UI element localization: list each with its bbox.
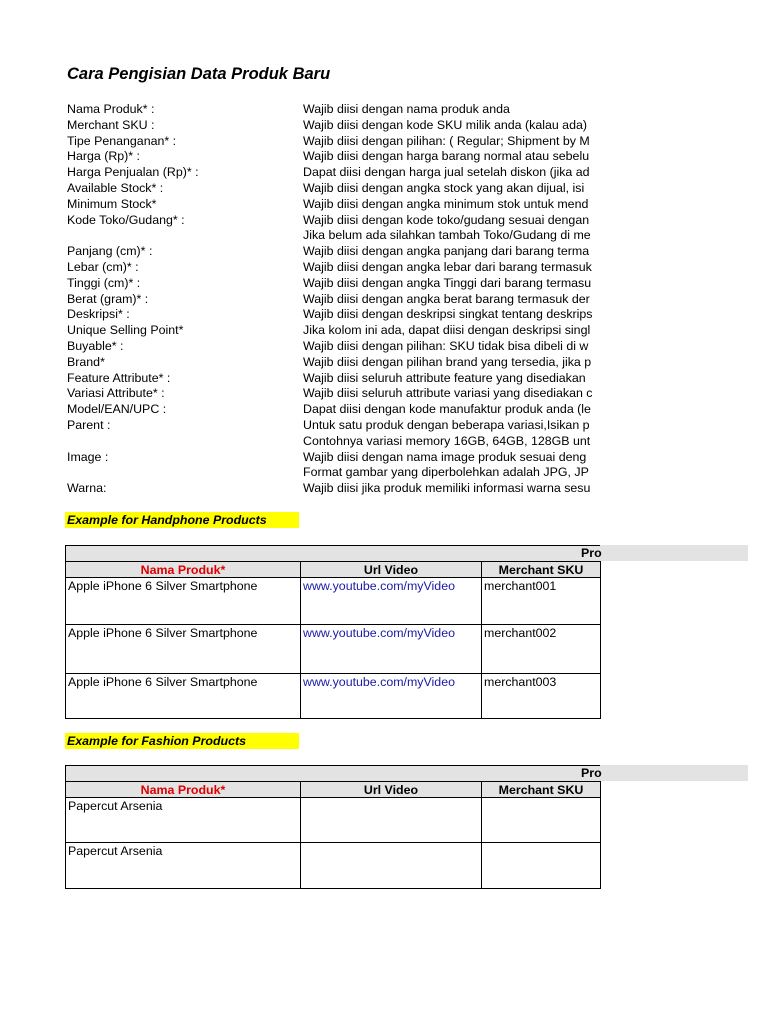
field-description: Format gambar yang diperbolehkan adalah JPG, JP [303,465,589,479]
table-cell: Apple iPhone 6 Silver Smartphone [65,673,301,719]
field-description: Wajib diisi seluruh attribute variasi yang disediakan c [303,386,593,400]
field-description: Wajib diisi dengan angka panjang dari barang terma [303,244,590,258]
table-cell: merchant003 [481,673,601,719]
field-label: Tipe Penanganan* : [67,134,177,148]
field-description: Wajib diisi dengan angka stock yang akan dijual, isi [303,181,585,195]
field-description: Wajib diisi dengan pilihan: ( Regular; Shipment by M [303,134,590,148]
header-merchant-sku: Merchant SKU [481,781,601,798]
field-label: Merchant SKU : [67,118,155,132]
table-cell: merchant001 [481,577,601,625]
table-cell: Apple iPhone 6 Silver Smartphone [65,624,301,674]
field-label: Berat (gram)* : [67,292,149,306]
field-label: Nama Produk* : [67,102,155,116]
field-description: Jika belum ada silahkan tambah Toko/Gudang di me [303,228,591,242]
table-cell: Papercut Arsenia [65,797,301,843]
header-url-video: Url Video [300,781,482,798]
example-fashion-title: Example for Fashion Products [65,733,299,749]
field-description: Wajib diisi dengan kode toko/gudang sesuai dengan [303,213,590,227]
field-description: Wajib diisi dengan nama produk anda [303,102,510,116]
video-link[interactable]: www.youtube.com/myVideo [300,577,482,625]
field-label: Tinggi (cm)* : [67,276,141,290]
field-label: Brand* [67,355,105,369]
field-description: Wajib diisi dengan angka Tinggi dari barang termasu [303,276,592,290]
group-header-label: Pro [581,766,602,780]
field-description: Contohnya variasi memory 16GB, 64GB, 128GB unt [303,434,591,448]
field-label [67,433,297,449]
field-label [67,464,297,480]
field-description: Wajib diisi dengan kode SKU milik anda (kalau ada) [303,118,587,132]
table-cell: Papercut Arsenia [65,842,301,889]
field-label: Buyable* : [67,339,124,353]
field-description: Wajib diisi seluruh attribute feature yang disediakan [303,371,586,385]
header-nama-produk: Nama Produk* [65,781,301,798]
video-link[interactable]: www.youtube.com/myVideo [300,673,482,719]
table-cell: merchant002 [481,624,601,674]
field-description: Wajib diisi jika produk memiliki informasi warna sesu [303,481,591,495]
field-label: Feature Attribute* : [67,371,171,385]
header-merchant-sku: Merchant SKU [481,561,601,578]
field-label: Kode Toko/Gudang* : [67,213,185,227]
header-nama-produk: Nama Produk* [65,561,301,578]
field-description: Dapat diisi dengan kode manufaktur produk anda (le [303,402,591,416]
field-description: Wajib diisi dengan nama image produk sesuai deng [303,450,587,464]
field-description: Wajib diisi dengan pilihan: SKU tidak bisa dibeli di w [303,339,589,353]
field-description: Wajib diisi dengan harga barang normal atau sebelu [303,149,590,163]
video-link[interactable]: www.youtube.com/myVideo [300,624,482,674]
field-label: Available Stock* : [67,181,164,195]
table-cell [300,797,482,843]
group-header-label: Pro [581,546,602,560]
field-label: Deskripsi* : [67,307,130,321]
field-label: Parent : [67,418,111,432]
field-label: Warna: [67,481,107,495]
field-label: Model/EAN/UPC : [67,402,167,416]
field-description: Wajib diisi dengan pilihan brand yang tersedia, jika p [303,355,592,369]
field-label: Image : [67,450,109,464]
table-cell [481,797,601,843]
field-label: Harga Penjualan (Rp)* : [67,165,199,179]
field-label: Minimum Stock* [67,197,157,211]
field-label: Variasi Attribute* : [67,386,165,400]
field-label: Unique Selling Point* [67,323,184,337]
table-cell: Apple iPhone 6 Silver Smartphone [65,577,301,625]
page-title: Cara Pengisian Data Produk Baru [67,65,331,83]
field-description: Wajib diisi dengan deskripsi singkat tentang deskrips [303,307,593,321]
field-label: Lebar (cm)* : [67,260,139,274]
example-handphone-title: Example for Handphone Products [65,512,299,528]
table-cell [481,842,601,889]
field-description: Untuk satu produk dengan beberapa variasi,Isikan p [303,418,590,432]
field-description: Dapat diisi dengan harga jual setelah diskon (jika ad [303,165,590,179]
table-cell [300,842,482,889]
field-label: Harga (Rp)* : [67,149,140,163]
field-description: Wajib diisi dengan angka minimum stok untuk mend [303,197,589,211]
group-header-border [65,545,600,561]
group-header-border [65,765,600,781]
field-label [67,227,297,243]
field-description: Wajib diisi dengan angka berat barang termasuk der [303,292,590,306]
header-url-video: Url Video [300,561,482,578]
field-description: Jika kolom ini ada, dapat diisi dengan deskripsi singl [303,323,591,337]
field-label: Panjang (cm)* : [67,244,153,258]
field-description: Wajib diisi dengan angka lebar dari barang termasuk [303,260,592,274]
